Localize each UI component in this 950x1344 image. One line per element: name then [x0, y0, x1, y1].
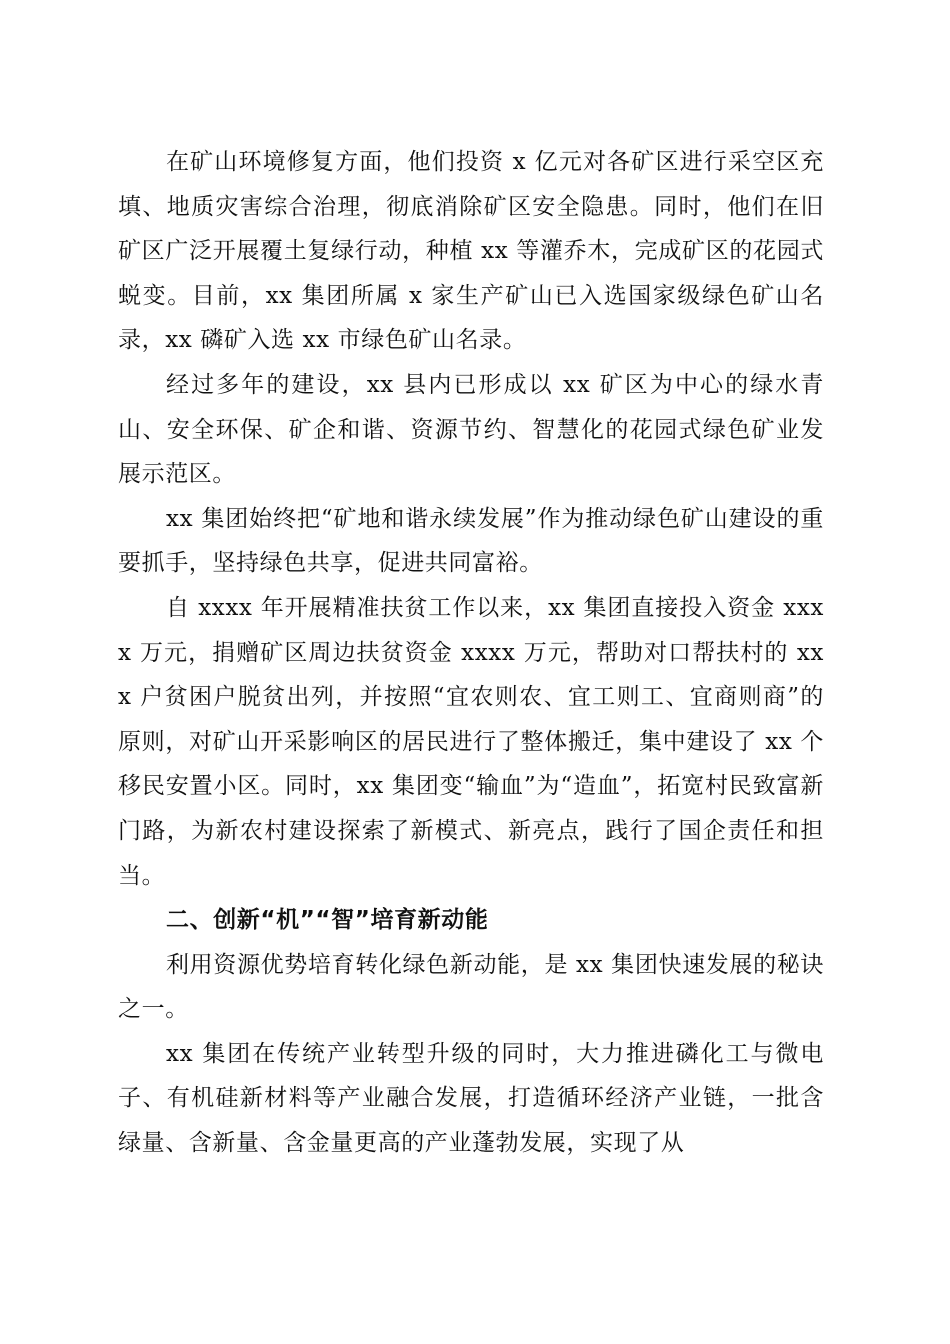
- paragraph-mine-restoration: 在矿山环境修复方面，他们投资 x 亿元对各矿区进行采空区充填、地质灾害综合治理，彻底消除矿区安全隐患。同时，他们在旧矿区广泛开展覆土复绿行动，种植 xx 等灌乔木，完成矿区的花园式蜕变。目前，xx 集团所属 x 家生产矿山已入选国家级绿色矿山名录，xx 磷矿入选 xx 市绿色矿山名录。: [118, 149, 824, 354]
- paragraph-poverty-alleviation: 自 xxxx 年开展精准扶贫工作以来，xx 集团直接投入资金 xxxx 万元，捐赠矿区周边扶贫资金 xxxx 万元，帮助对口帮扶村的 xxx 户贫困户脱贫出列，并按照“宜农则农、宜工则工、宜商则商”的原则，对矿山开采影响区的居民进行了整体搬迁，集中建设了 xx 个移民安置小区。同时，xx 集团变“输血”为“造血”，拓宽村民致富新门路，为新农村建设探索了新模式、新亮点，践行了国企责任和担当。: [118, 594, 824, 889]
- document-page: [118, 140, 824, 1166]
- paragraph-demonstration-zone: 经过多年的建设，xx 县内已形成以 xx 矿区为中心的绿水青山、安全环保、矿企和谐、资源节约、智慧化的花园式绿色矿业发展示范区。: [118, 371, 824, 488]
- paragraph-industry-upgrade: xx 集团在传统产业转型升级的同时，大力推进磷化工与微电子、有机硅新材料等产业融合发展，打造循环经济产业链，一批含绿量、含新量、含金量更高的产业蓬勃发展，实现了从: [118, 1040, 824, 1157]
- paragraph-harmony-development: xx 集团始终把“矿地和谐永续发展”作为推动绿色矿山建设的重要抓手，坚持绿色共享，促进共同富裕。: [118, 505, 824, 577]
- section-heading: 二、创新“机”“智”培育新动能: [166, 907, 489, 934]
- paragraph-resource-advantage: 利用资源优势培育转化绿色新动能，是 xx 集团快速发展的秘诀之一。: [118, 951, 824, 1023]
